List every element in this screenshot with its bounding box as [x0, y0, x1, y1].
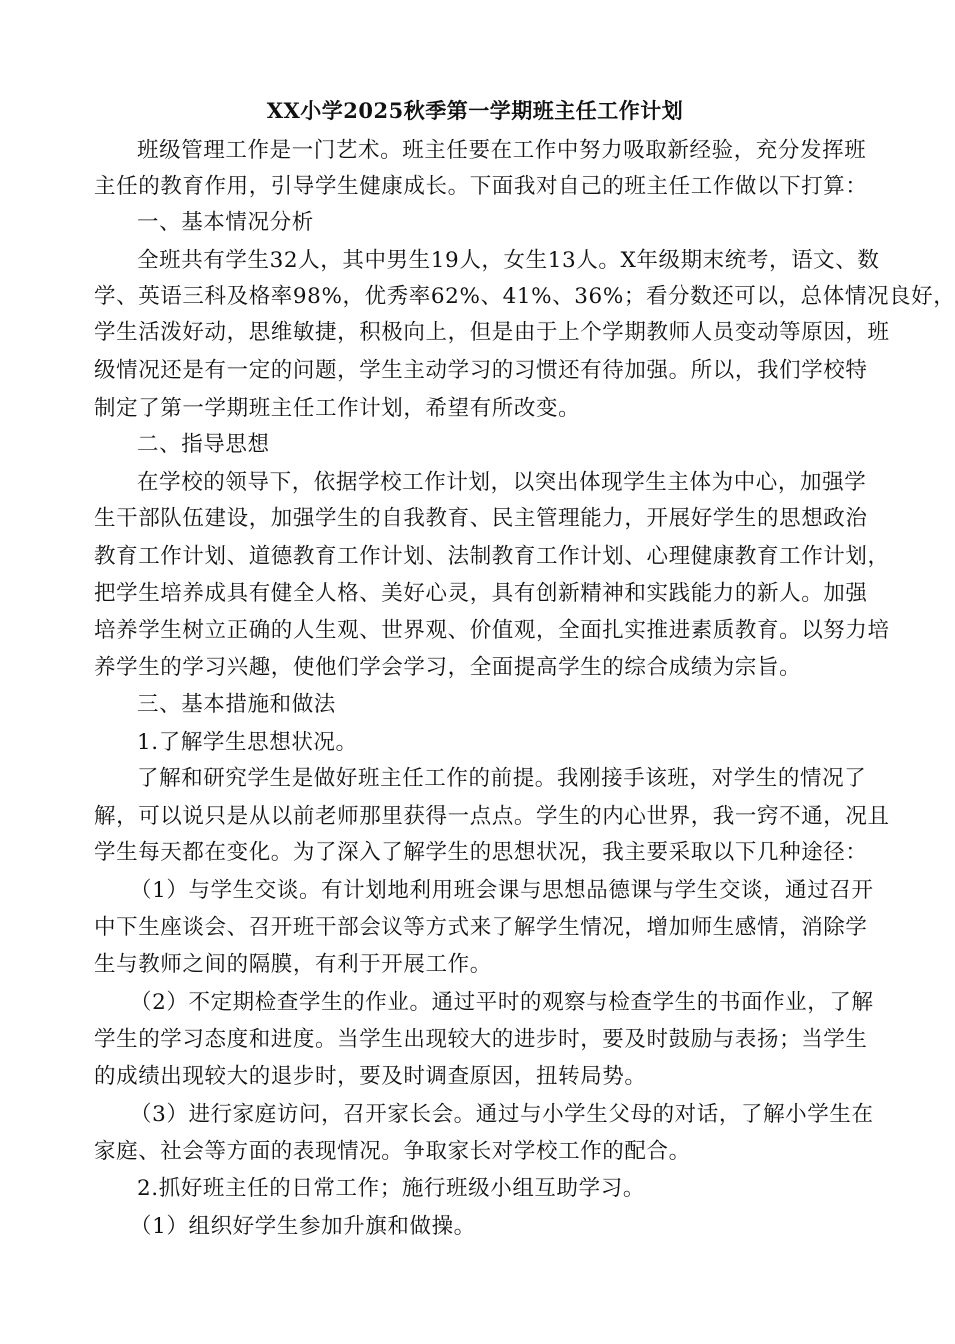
paragraph-line: 教育工作计划、道德教育工作计划、法制教育工作计划、心理健康教育工作计划，: [94, 544, 890, 569]
subsection-heading: 2.抓好班主任的日常工作；施行班级小组互助学习。: [137, 1176, 645, 1201]
paragraph-line: 的成绩出现较大的退步时，要及时调查原因，扭转局势。: [94, 1064, 647, 1089]
section-heading: 二、指导思想: [137, 432, 270, 457]
paragraph-line: 家庭、社会等方面的表现情况。争取家长对学校工作的配合。: [94, 1139, 691, 1164]
paragraph-line: 中下生座谈会、召开班干部会议等方式来了解学生情况，增加师生感情，消除学: [94, 915, 868, 940]
paragraph-line: 级情况还是有一定的问题，学生主动学习的习惯还有待加强。所以，我们学校特: [94, 358, 868, 383]
paragraph-line: 学生每天都在变化。为了深入了解学生的思想状况，我主要采取以下几种途径：: [94, 840, 868, 865]
section-heading: 一、基本情况分析: [137, 210, 314, 235]
paragraph-line: 生干部队伍建设，加强学生的自我教育、民主管理能力，开展好学生的思想政治: [94, 506, 868, 531]
paragraph-line: 在学校的领导下，依据学校工作计划，以突出体现学生主体为中心，加强学: [137, 470, 867, 495]
paragraph-line: （1）组织好学生参加升旗和做操。: [130, 1214, 476, 1239]
paragraph-line: 主任的教育作用，引导学生健康成长。下面我对自己的班主任工作做以下打算：: [94, 174, 868, 199]
paragraph-line: 解，可以说只是从以前老师那里获得一点点。学生的内心世界，我一窍不通，况且: [94, 804, 890, 829]
paragraph-line: 生与教师之间的隔膜，有利于开展工作。: [94, 952, 492, 977]
paragraph-line: 班级管理工作是一门艺术。班主任要在工作中努力吸取新经验，充分发挥班: [137, 138, 867, 163]
paragraph-line: 学、英语三科及格率98%，优秀率62%、41%、36%；看分数还可以，总体情况良好，: [94, 284, 955, 309]
subsection-heading: 1.了解学生思想状况。: [137, 730, 358, 755]
paragraph-line: 了解和研究学生是做好班主任工作的前提。我刚接手该班，对学生的情况了: [137, 766, 867, 791]
section-heading: 三、基本措施和做法: [137, 692, 336, 717]
paragraph-line: 制定了第一学期班主任工作计划，希望有所改变。: [94, 396, 581, 421]
paragraph-line: 培养学生树立正确的人生观、世界观、价值观，全面扎实推进素质教育。以努力培: [94, 618, 890, 643]
paragraph-line: 把学生培养成具有健全人格、美好心灵，具有创新精神和实践能力的新人。加强: [94, 581, 868, 606]
paragraph-line: 养学生的学习兴趣，使他们学会学习，全面提高学生的综合成绩为宗旨。: [94, 655, 802, 680]
paragraph-line: 学生的学习态度和进度。当学生出现较大的进步时，要及时鼓励与表扬；当学生: [94, 1027, 868, 1052]
paragraph-line: 学生活泼好动，思维敏捷，积极向上，但是由于上个学期教师人员变动等原因，班: [94, 320, 890, 345]
paragraph-line: （2）不定期检查学生的作业。通过平时的观察与检查学生的书面作业，了解: [130, 990, 874, 1015]
paragraph-line: （1）与学生交谈。有计划地利用班会课与思想品德课与学生交谈，通过召开: [130, 878, 874, 903]
document-title: XX小学2025秋季第一学期班主任工作计划: [266, 98, 684, 123]
paragraph-line: 全班共有学生32人，其中男生19人，女生13人。X年级期末统考，语文、数: [137, 248, 880, 273]
paragraph-line: （3）进行家庭访问，召开家长会。通过与小学生父母的对话，了解小学生在: [130, 1102, 874, 1127]
